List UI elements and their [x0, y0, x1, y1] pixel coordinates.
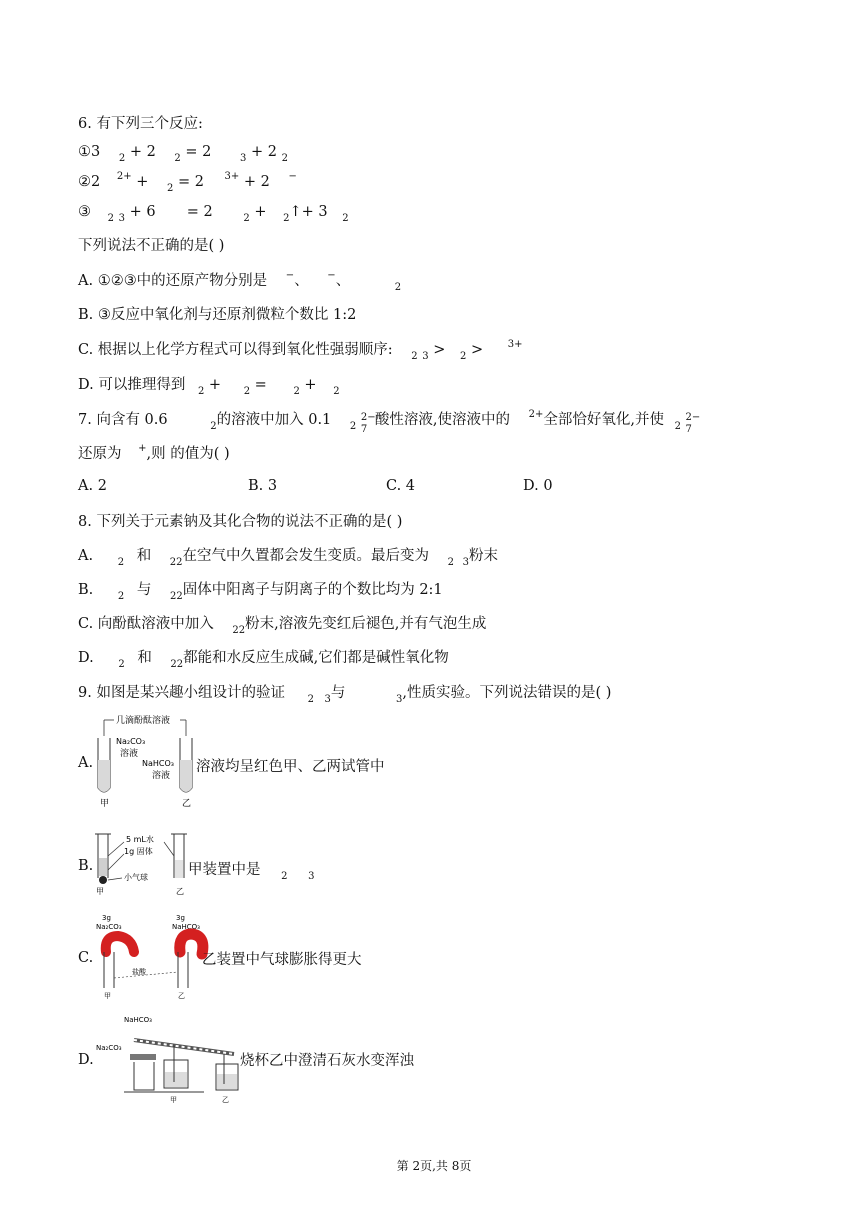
r1-eq: = 2 — [185, 144, 212, 160]
sup: − — [285, 270, 295, 281]
sub: 2 — [293, 386, 300, 397]
q8-option-b[interactable] — [78, 580, 443, 602]
figure-b-apparatus — [94, 828, 194, 896]
sub: 2 — [281, 871, 288, 882]
liquid-yi — [175, 860, 183, 878]
gt: > — [433, 342, 446, 358]
text: ,性质实验。下列说法错误的是( ) — [402, 685, 612, 701]
fig-c-na2co3-label: Na₂CO₃ — [96, 923, 122, 931]
fig-d-na2co3-label: Na₂CO₃ — [96, 1044, 122, 1052]
sub: 2 — [117, 557, 125, 568]
q6-question: 下列说法不正确的是( ) — [78, 238, 225, 254]
r1-sub: 3 — [240, 153, 247, 164]
q9-option-d-label[interactable]: D. — [78, 1052, 94, 1068]
clamp — [130, 1054, 156, 1060]
text: 甲装置中是 — [188, 862, 261, 878]
q9-stem — [78, 683, 611, 705]
r1-sub: 2 — [174, 153, 181, 164]
fig-a-nahco3-label: NaHCO₃ — [142, 759, 174, 768]
q9-option-a-label[interactable]: A. — [78, 755, 94, 771]
leader — [108, 878, 122, 880]
label: D. — [78, 650, 94, 666]
q9-option-c-text[interactable]: 乙装置中气球膨胀得更大 — [202, 952, 362, 968]
figure-c-balloon-tubes — [94, 912, 206, 1002]
sub: 2 — [176, 557, 183, 568]
sub: 2 — [411, 351, 418, 362]
sub: 2 — [210, 421, 217, 432]
r2-plus: + 2 — [243, 174, 270, 190]
fig-a-top-label: 几滴酚酞溶液 — [116, 716, 171, 726]
sub: 2 — [394, 282, 402, 293]
r3-num: ③ — [78, 204, 91, 220]
fig-a-solution-label: 溶液 — [152, 771, 171, 781]
solution-jia — [98, 760, 110, 792]
sub: 2 — [349, 421, 357, 432]
leader — [114, 972, 178, 978]
sub: 2 — [238, 625, 246, 636]
solution-yi — [180, 760, 192, 792]
q6-reaction-3 — [78, 202, 349, 224]
dichromate-charge — [685, 410, 701, 435]
page-footer: 第 2页,共 8页 — [396, 1159, 472, 1173]
q7-option-d[interactable]: D. 0 — [523, 478, 553, 494]
sep: 、 — [335, 273, 351, 289]
q9-option-c-label[interactable]: C. — [78, 950, 94, 966]
fig-c-yi-label: 乙 — [178, 992, 185, 1000]
sep: 、 — [294, 273, 309, 289]
r3-gas: ↑+ 3 — [289, 204, 328, 220]
sub: 2 — [243, 386, 251, 397]
sub: 2 — [117, 591, 125, 602]
sup: 2− — [685, 412, 701, 423]
leader — [164, 842, 174, 856]
r3-sub: 2 — [342, 213, 349, 224]
text: C. 向酚酞溶液中加入 — [78, 616, 214, 632]
fig-a-na2co3-label: Na₂CO₃ — [116, 737, 146, 746]
sub: 3 — [308, 871, 315, 882]
q6-option-c[interactable] — [78, 340, 523, 362]
sub: 7 — [360, 424, 368, 435]
q6-reaction-1 — [78, 142, 288, 164]
balloon-jia — [99, 876, 107, 884]
plus: + — [208, 377, 222, 393]
text: 全部恰好氧化,并使 — [543, 412, 664, 428]
balloon-yi — [180, 934, 203, 954]
sup: 3+ — [507, 339, 523, 350]
fig-a-yi-label: 乙 — [182, 799, 192, 809]
r1-coef: ①3 — [78, 144, 101, 160]
fig-d-jia-label: 甲 — [170, 1096, 177, 1104]
fig-b-yi-label: 乙 — [176, 887, 184, 896]
sub: 2 — [197, 386, 205, 397]
sub: 3 — [462, 557, 470, 568]
r2-eq: = 2 — [177, 174, 204, 190]
text: 粉末 — [469, 548, 499, 564]
r2-sub: 2 — [166, 183, 174, 194]
q8-option-a[interactable] — [78, 546, 498, 568]
r3-plus: + 6 — [129, 204, 156, 220]
q6-option-a[interactable] — [78, 271, 401, 293]
label: A. — [78, 548, 94, 564]
fig-c-mass-label: 3g — [176, 914, 185, 922]
q7-option-c[interactable]: C. 4 — [386, 478, 416, 494]
r3-sub: 3 — [118, 213, 125, 224]
q8-option-d[interactable] — [78, 648, 449, 670]
sub: 2 — [176, 659, 184, 670]
lamp — [134, 1062, 154, 1090]
text: 7. 向含有 0.6 — [78, 412, 168, 428]
eq: = — [254, 377, 267, 393]
r2-plus: + — [136, 174, 149, 190]
q6-option-d[interactable] — [78, 375, 340, 397]
sub: 2 — [118, 659, 125, 670]
gt: > — [471, 342, 484, 358]
r3-sub: 2 — [243, 213, 250, 224]
sub: 2 — [170, 659, 177, 670]
text: 酸性溶液,使溶液中的 — [374, 412, 510, 428]
option-text: D. 可以推理得到 — [78, 377, 186, 393]
option-text: A. ①②③中的还原产物分别是 — [78, 273, 268, 289]
sup: − — [327, 270, 336, 281]
r1-sub: 2 — [281, 153, 288, 164]
fig-a-jia-label: 甲 — [100, 799, 110, 809]
label: B. — [78, 582, 94, 598]
text: 在空气中久置都会发生变质。最后变为 — [182, 548, 430, 564]
fig-b-jia-label: 甲 — [96, 887, 104, 896]
r3-eq: = 2 — [186, 204, 213, 220]
fig-d-yi-label: 乙 — [222, 1096, 229, 1104]
text: 固体中阳离子与阴离子的个数比均为 2:1 — [182, 582, 443, 598]
text: 还原为 — [78, 446, 122, 462]
r2-sup: 3+ — [224, 171, 240, 182]
fig-c-acid-label: 盐酸 — [132, 968, 146, 976]
sub: 7 — [685, 424, 692, 435]
leader — [108, 854, 124, 870]
q6-option-b[interactable]: B. ③反应中氧化剂与还原剂微粒个数比 1:2 — [78, 307, 357, 323]
sub: 2 — [232, 625, 239, 636]
sub: 2 — [169, 591, 177, 602]
text: 与 — [330, 685, 346, 701]
fig-b-solid-label: 1g 固体 — [124, 847, 153, 856]
q8-stem: 8. 下列关于元素钠及其化合物的说法不正确的是( ) — [78, 514, 403, 530]
fig-b-water-label: 5 mL水 — [126, 835, 154, 844]
text: 和 — [136, 548, 152, 564]
q9-option-b-label[interactable]: B. — [78, 858, 94, 874]
fig-d-nahco3-label: NaHCO₃ — [124, 1016, 152, 1024]
dichromate-charge — [360, 410, 376, 435]
limewater-jia — [165, 1072, 187, 1087]
q7-stem-line2 — [78, 444, 230, 466]
sub: 2 — [176, 591, 183, 602]
figure-a-test-tubes — [94, 712, 204, 808]
sub: 3 — [324, 694, 331, 705]
sub: 2 — [333, 386, 340, 397]
fig-c-jia-label: 甲 — [104, 992, 111, 1000]
r1-plus: + 2 — [129, 144, 156, 160]
text: 都能和水反应生成碱,它们都是碱性氧化物 — [183, 650, 449, 666]
sub: 2 — [674, 421, 681, 432]
r1-sub: 2 — [118, 153, 126, 164]
r3-plus: + — [254, 204, 267, 220]
r2-coef: ②2 — [78, 174, 101, 190]
fig-b-balloon-label: 小气球 — [124, 873, 148, 882]
q8-option-c[interactable] — [78, 614, 486, 636]
sub: 3 — [396, 694, 403, 705]
fig-a-solution-label: 溶液 — [120, 749, 139, 759]
r3-sub: 2 — [107, 213, 114, 224]
text: 9. 如图是某兴趣小组设计的验证 — [78, 685, 285, 701]
q7-option-a[interactable]: A. 2 — [78, 478, 107, 494]
leader — [108, 842, 124, 856]
q6-stem: 6. 有下列三个反应: — [78, 116, 203, 132]
sub: 3 — [422, 351, 429, 362]
liquid-jia — [99, 858, 107, 876]
text: 与 — [136, 582, 152, 598]
plus: + — [304, 377, 317, 393]
q7-stem-line1 — [78, 409, 701, 435]
option-text: C. 根据以上化学方程式可以得到氧化性强弱顺序: — [78, 342, 393, 358]
text: ,则 的值为( ) — [146, 446, 230, 462]
q9-option-a-text[interactable]: 溶液均呈红色甲、乙两试管中 — [196, 759, 385, 775]
sup: 2+ — [528, 409, 544, 420]
r2-sup: 2+ — [116, 171, 132, 182]
fig-c-nahco3-label: NaHCO₃ — [172, 923, 200, 931]
q9-option-d-text[interactable]: 烧杯乙中澄清石灰水变浑浊 — [240, 1053, 414, 1069]
sup: 2− — [360, 412, 376, 423]
text: 粉末,溶液先变红后褪色,并有气泡生成 — [245, 616, 487, 632]
q7-option-b[interactable]: B. 3 — [248, 478, 278, 494]
fig-c-mass-label: 3g — [102, 914, 111, 922]
q9-option-b-text[interactable] — [188, 858, 315, 882]
r3-sub: 2 — [283, 213, 290, 224]
r2-sup: − — [288, 171, 297, 182]
sub: 2 — [169, 557, 177, 568]
sup: + — [138, 443, 147, 454]
text: 的溶液中加入 0.1 — [216, 412, 332, 428]
figure-d-heating-apparatus — [94, 1010, 244, 1104]
text: 和 — [137, 650, 152, 666]
balloon-jia — [106, 936, 134, 952]
sub: 2 — [307, 694, 314, 705]
sub: 2 — [460, 351, 467, 362]
r1-plus: + 2 — [250, 144, 277, 160]
q6-reaction-2 — [78, 172, 297, 194]
limewater-yi — [217, 1074, 237, 1089]
sub: 2 — [447, 557, 455, 568]
